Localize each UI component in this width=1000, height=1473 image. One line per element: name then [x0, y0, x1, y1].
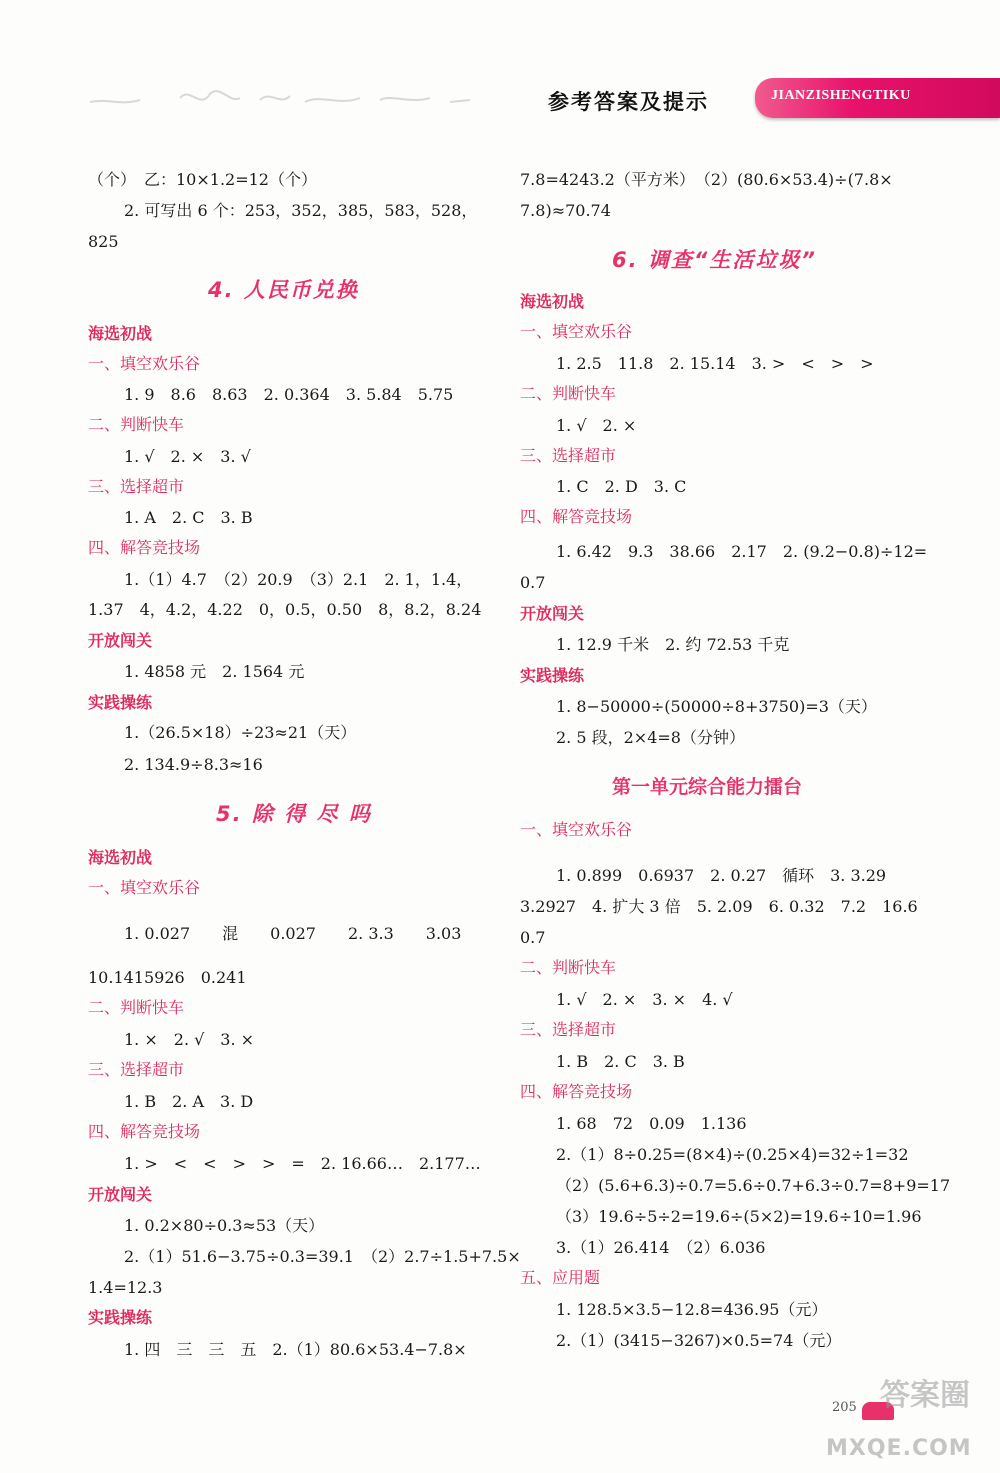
- question-type-heading: 一、填空欢乐谷: [88, 878, 201, 897]
- answer-line: 1. 0.899 0.6937 2. 0.27 循环 3. 3.29: [556, 866, 887, 885]
- question-type-heading: 一、填空欢乐谷: [520, 322, 633, 341]
- answer-line: 7.8=4243.2（平方米） （2）(80.6×53.4)÷(7.8×: [520, 170, 893, 189]
- watermark-url: MXQE.COM: [826, 1436, 972, 1461]
- question-type-heading: 二、判断快车: [88, 415, 185, 434]
- question-type-heading: 四、解答竞技场: [520, 1082, 633, 1101]
- answer-line: 1. √ 2. × 3. √: [124, 447, 251, 466]
- subsection-heading: 海选初战: [88, 848, 153, 867]
- answer-line: 825: [88, 232, 119, 251]
- question-type-heading: 一、填空欢乐谷: [520, 820, 633, 839]
- subsection-heading: 开放闯关: [520, 604, 585, 623]
- answer-line: 1. 12.9 千米 2. 约 72.53 千克: [556, 635, 790, 654]
- answer-line: 3.2927 4. 扩大 3 倍 5. 2.09 6. 0.32 7.2 16.6: [520, 897, 918, 916]
- subsection-heading: 开放闯关: [88, 1185, 153, 1204]
- section-title: 5. 除 得 尽 吗: [216, 802, 372, 826]
- handwriting-decoration: [90, 80, 490, 120]
- answer-line: 1.4=12.3: [88, 1278, 163, 1297]
- answer-line: 1. × 2. √ 3. ×: [124, 1030, 255, 1049]
- question-type-heading: 三、选择超市: [88, 1060, 185, 1079]
- page-header: [0, 0, 1000, 130]
- page-number: 205: [832, 1400, 857, 1415]
- subsection-heading: 开放闯关: [88, 631, 153, 650]
- section-title: 4. 人民币兑换: [208, 278, 359, 302]
- answer-line: 2. 134.9÷8.3≈16: [124, 755, 263, 774]
- answer-line: 1. √ 2. × 3. × 4. √: [556, 990, 733, 1009]
- answer-line: 1. 2.5 11.8 2. 15.14 3. > < > >: [556, 354, 874, 373]
- question-type-heading: 三、选择超市: [520, 446, 617, 465]
- question-type-heading: 三、选择超市: [520, 1020, 617, 1039]
- answer-line: 0.7: [520, 928, 546, 947]
- answer-line: 1. 四 三 三 五 2.（1）80.6×53.4−7.8×: [124, 1340, 467, 1359]
- answer-line: 1. 128.5×3.5−12.8=436.95（元）: [556, 1300, 828, 1319]
- question-type-heading: 一、填空欢乐谷: [88, 354, 201, 373]
- question-type-heading: 二、判断快车: [520, 958, 617, 977]
- question-type-heading: 二、判断快车: [520, 384, 617, 403]
- answer-line: 1. 68 72 0.09 1.136: [556, 1114, 747, 1133]
- header-tab-label: JIANZISHENGTIKU: [771, 88, 911, 103]
- question-type-heading: 四、解答竞技场: [88, 538, 201, 557]
- answer-line: 1. √ 2. ×: [556, 416, 637, 435]
- watermark-logo: 答案圈: [880, 1378, 970, 1413]
- answer-line: 1. 4858 元 2. 1564 元: [124, 662, 305, 681]
- answer-line: 1.（1）4.7 （2）20.9 （3）2.1 2. 1，1.4，: [124, 570, 473, 589]
- question-type-heading: 三、选择超市: [88, 477, 185, 496]
- section-title: 第一单元综合能力擂台: [612, 776, 803, 798]
- answer-line: 3.（1）26.414 （2）6.036: [556, 1238, 766, 1257]
- answer-line: 1. 0.2×80÷0.3≈53（天）: [124, 1216, 325, 1235]
- answer-line: 2.（1）(3415−3267)×0.5=74（元）: [556, 1331, 842, 1350]
- answer-line: 1. A 2. C 3. B: [124, 508, 253, 527]
- answer-line: 2.（1）51.6−3.75÷0.3=39.1 （2）2.7÷1.5+7.5×: [124, 1247, 521, 1266]
- answer-line: 0.7: [520, 573, 546, 592]
- answer-line: 1. B 2. C 3. B: [556, 1052, 685, 1071]
- answer-line: （3）19.6÷5÷2=19.6÷(5×2)=19.6÷10=1.96: [556, 1207, 922, 1226]
- answer-line: 1. 8−50000÷(50000÷8+3750)=3（天）: [556, 697, 877, 716]
- answer-line: 7.8)≈70.74: [520, 201, 611, 220]
- question-type-heading: 二、判断快车: [88, 998, 185, 1017]
- answer-line: 1. 6.42 9.3 38.66 2.17 2. (9.2−0.8)÷12=: [556, 542, 928, 561]
- section-title: 6. 调查“生活垃圾”: [612, 248, 817, 272]
- subsection-heading: 实践操练: [520, 666, 585, 685]
- answer-line: （2）(5.6+6.3)÷0.7=5.6÷0.7+6.3÷0.7=8+9=17: [556, 1176, 951, 1195]
- subsection-heading: 实践操练: [88, 693, 153, 712]
- header-tab-badge: [755, 78, 1000, 118]
- answer-line: 1.37 4，4.2，4.22 0，0.5，0.50 8，8.2，8.24: [88, 600, 482, 619]
- subsection-heading: 海选初战: [88, 324, 153, 343]
- answer-line: 2. 5 段，2×4=8（分钟）: [556, 728, 745, 747]
- question-type-heading: 五、应用题: [520, 1268, 601, 1287]
- answer-line: 1. 9 8.6 8.63 2. 0.364 3. 5.84 5.75: [124, 385, 454, 404]
- answer-line: 2. 可写出 6 个：253，352，385，583，528，: [124, 201, 478, 220]
- question-type-heading: 四、解答竞技场: [520, 507, 633, 526]
- answer-line: 1. 0.027 混 0.027 2. 3.3 3.03: [124, 924, 462, 943]
- answer-line: （个） 乙：10×1.2=12（个）: [88, 170, 317, 189]
- subsection-heading: 海选初战: [520, 292, 585, 311]
- answer-line: 1. B 2. A 3. D: [124, 1092, 254, 1111]
- answer-line: 1. C 2. D 3. C: [556, 477, 687, 496]
- answer-line: 10.1415926 0.241: [88, 968, 247, 987]
- answer-line: 2.（1）8÷0.25=(8×4)÷(0.25×4)=32÷1=32: [556, 1145, 909, 1164]
- subsection-heading: 实践操练: [88, 1308, 153, 1327]
- answer-line: 1. > < < > > = 2. 16.66… 2.177…: [124, 1154, 481, 1173]
- question-type-heading: 四、解答竞技场: [88, 1122, 201, 1141]
- answer-line: 1.（26.5×18）÷23≈21（天）: [124, 723, 357, 742]
- page-title: 参考答案及提示: [548, 90, 709, 114]
